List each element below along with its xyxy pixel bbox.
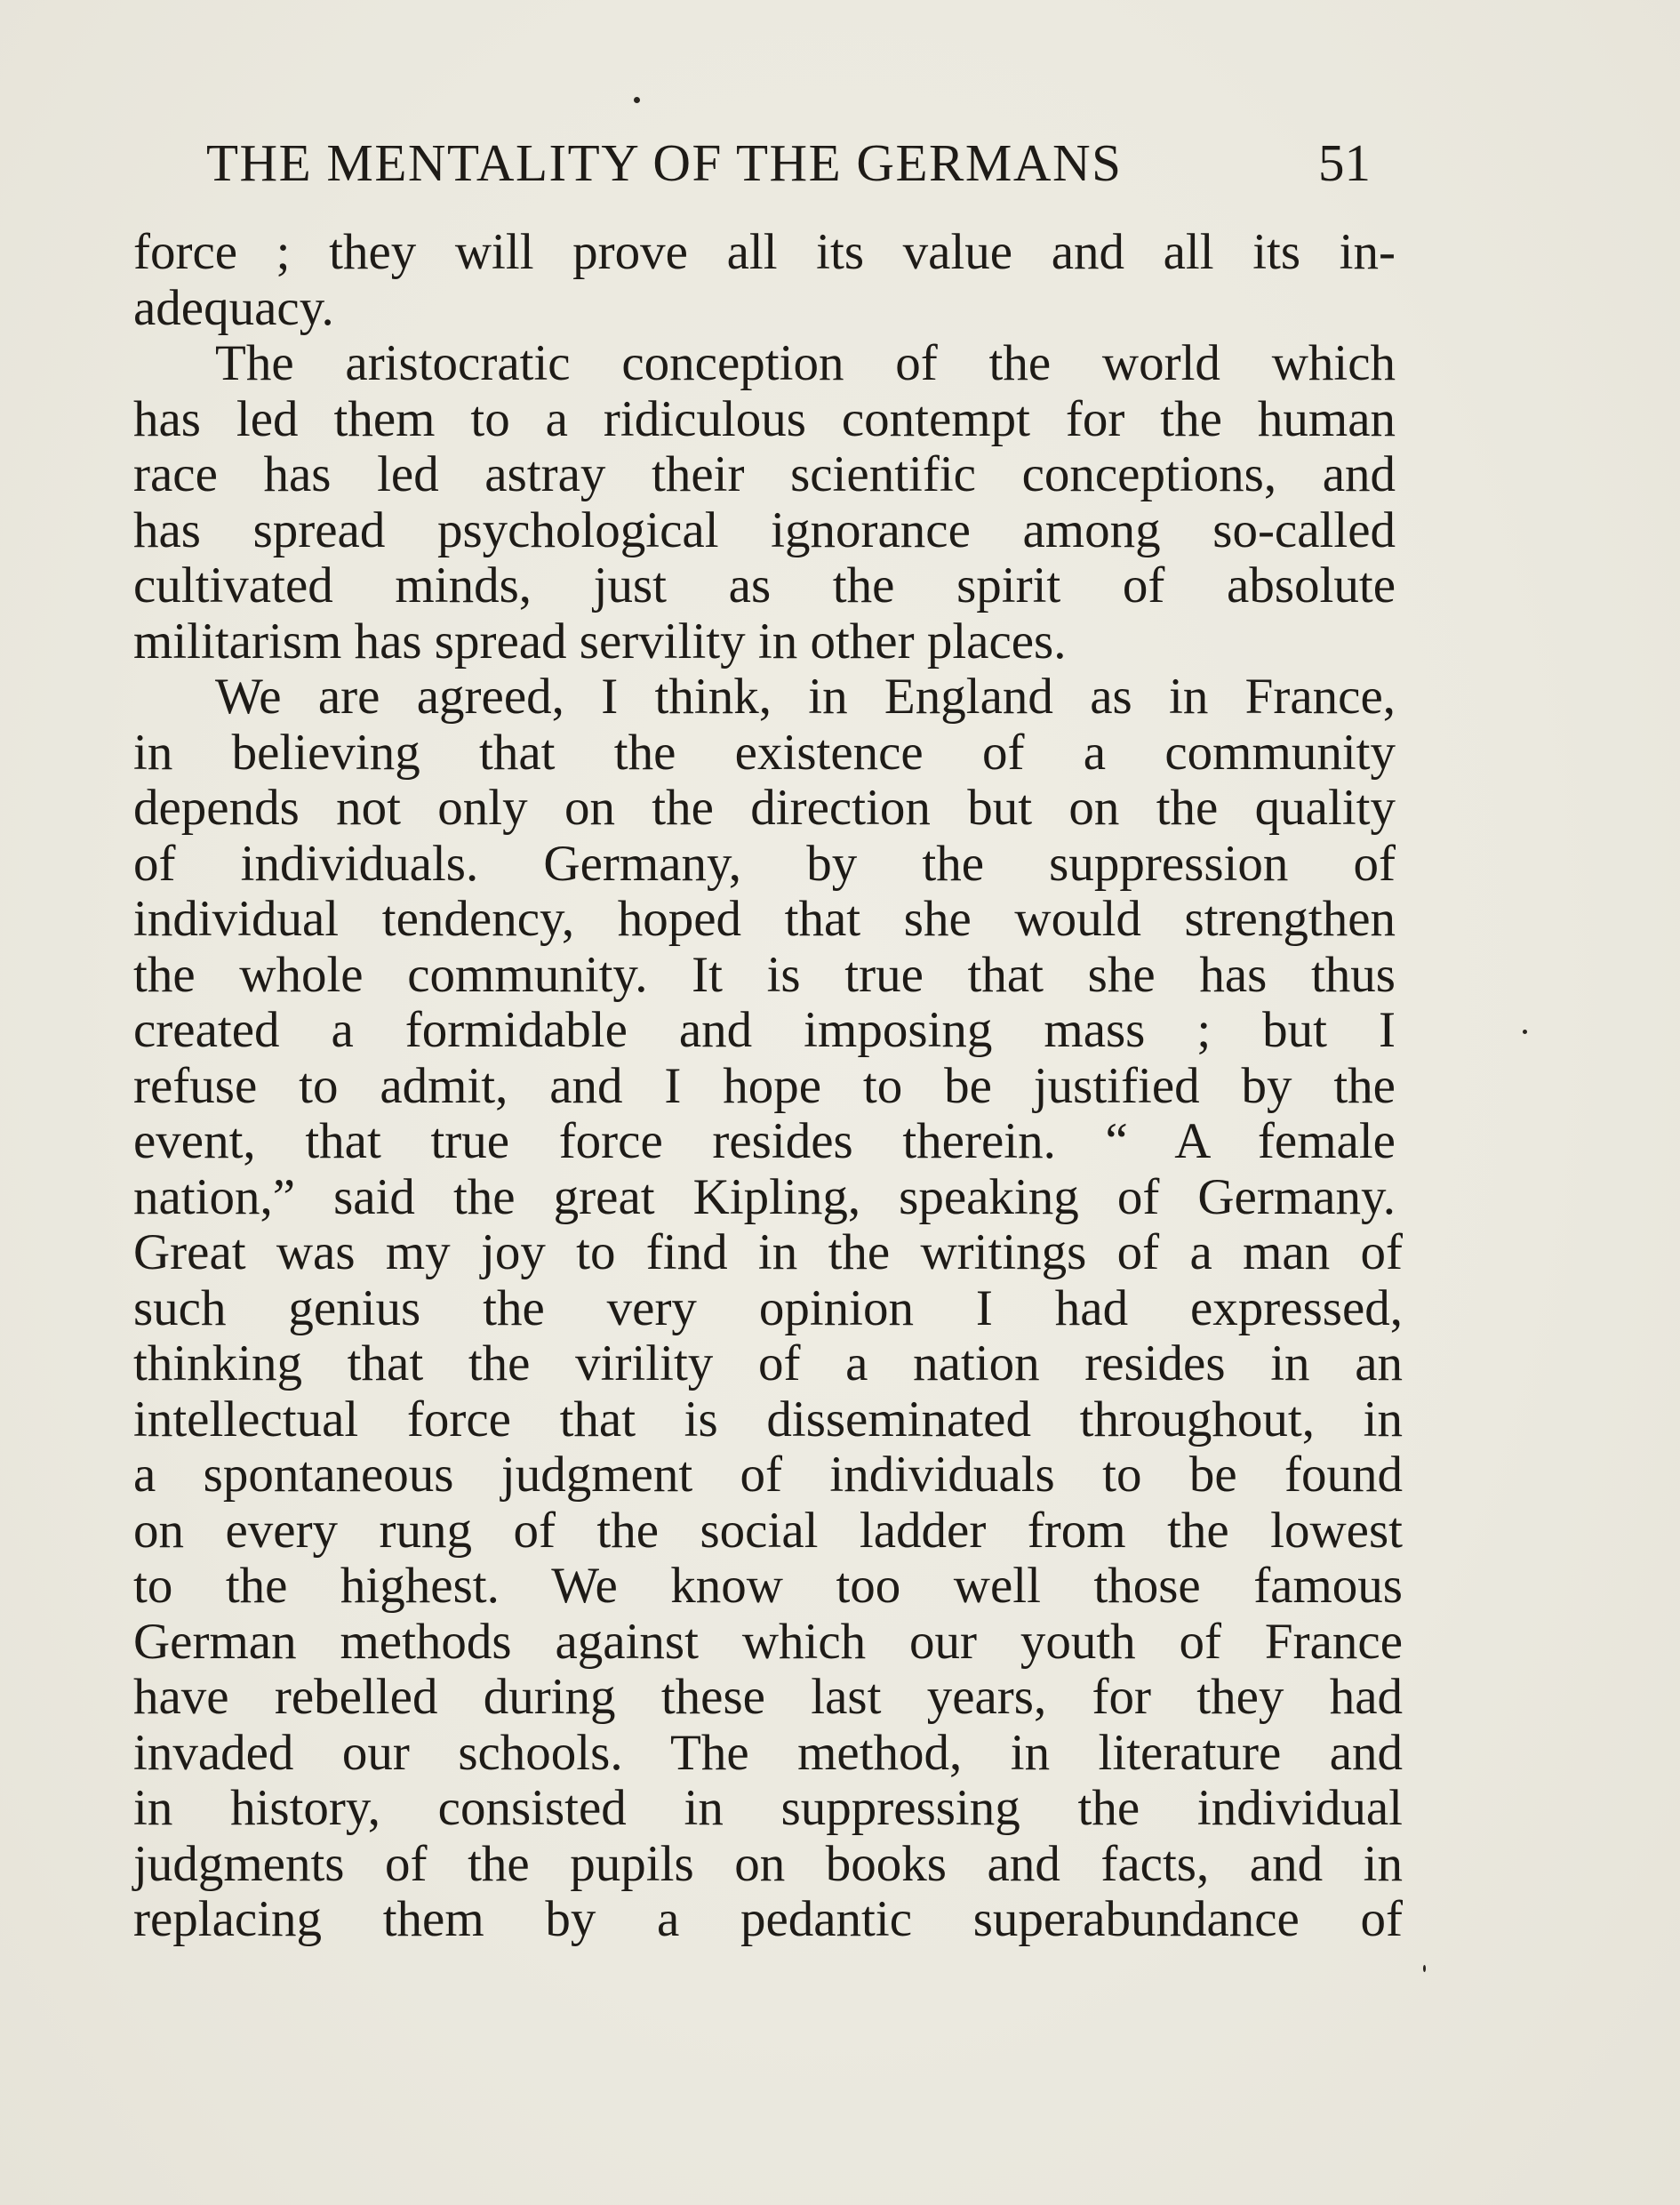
text-line: created a formidable and imposing mass ; but I (133, 1002, 1396, 1058)
text-line: replacing them by a pedantic superabundance of (133, 1891, 1403, 1947)
text-line: to the highest. We know too well those famous (133, 1558, 1403, 1614)
text-line: Great was my joy to find in the writings of a man of (133, 1224, 1403, 1280)
text-line: depends not only on the direction but on the quality (133, 780, 1396, 836)
text-line: in history, consisted in suppressing the individual (133, 1780, 1403, 1836)
paragraph-first-line: The aristocratic conception of the world which (215, 335, 1396, 391)
ink-speck (1423, 1965, 1426, 1972)
text-line: of individuals. Germany, by the suppression of (133, 835, 1396, 892)
running-head (206, 132, 1371, 194)
text-line: has spread psychological ignorance among so-called (133, 501, 1396, 558)
text-line: German methods against which our youth of France (133, 1613, 1403, 1670)
text-line: the whole community. It is true that she has thus (133, 946, 1396, 1003)
text-line: intellectual force that is disseminated throughout, in (133, 1391, 1403, 1447)
paragraph-first-line: We are agreed, I think, in England as in France, (215, 669, 1396, 725)
text-line: adequacy. (133, 279, 334, 336)
body-text (133, 224, 1403, 1948)
text-line: race has led astray their scientific conceptions, and (133, 446, 1396, 502)
text-line: invaded our schools. The method, in literature and (133, 1724, 1403, 1781)
running-title: THE MENTALITY OF THE GERMANS (206, 133, 1123, 192)
text-line: event, that true force resides therein. “ A female (133, 1113, 1396, 1169)
text-line: individual tendency, hoped that she would strengthen (133, 891, 1396, 947)
ink-speck (1523, 1030, 1527, 1034)
text-line: a spontaneous judgment of individuals to be found (133, 1447, 1403, 1503)
text-line: refuse to admit, and I hope to be justified by the (133, 1057, 1396, 1114)
text-line: judgments of the pupils on books and facts, and in (133, 1835, 1403, 1892)
text-line: nation,” said the great Kipling, speaking of Germany. (133, 1168, 1396, 1225)
text-line: militarism has spread servility in other places. (133, 613, 1067, 670)
page-number: 51 (1318, 133, 1371, 192)
text-line: thinking that the virility of a nation resides in an (133, 1335, 1403, 1391)
text-line: has led them to a ridiculous contempt for the human (133, 390, 1396, 447)
ink-speck (634, 97, 640, 103)
text-line: have rebelled during these last years, for they had (133, 1669, 1403, 1725)
text-line: force ; they will prove all its value and all its in- (133, 224, 1396, 280)
text-line: on every rung of the social ladder from the lowest (133, 1502, 1403, 1559)
text-line: such genius the very opinion I had expressed, (133, 1279, 1403, 1336)
text-line: cultivated minds, just as the spirit of absolute (133, 557, 1396, 613)
text-line: in believing that the existence of a community (133, 724, 1396, 781)
